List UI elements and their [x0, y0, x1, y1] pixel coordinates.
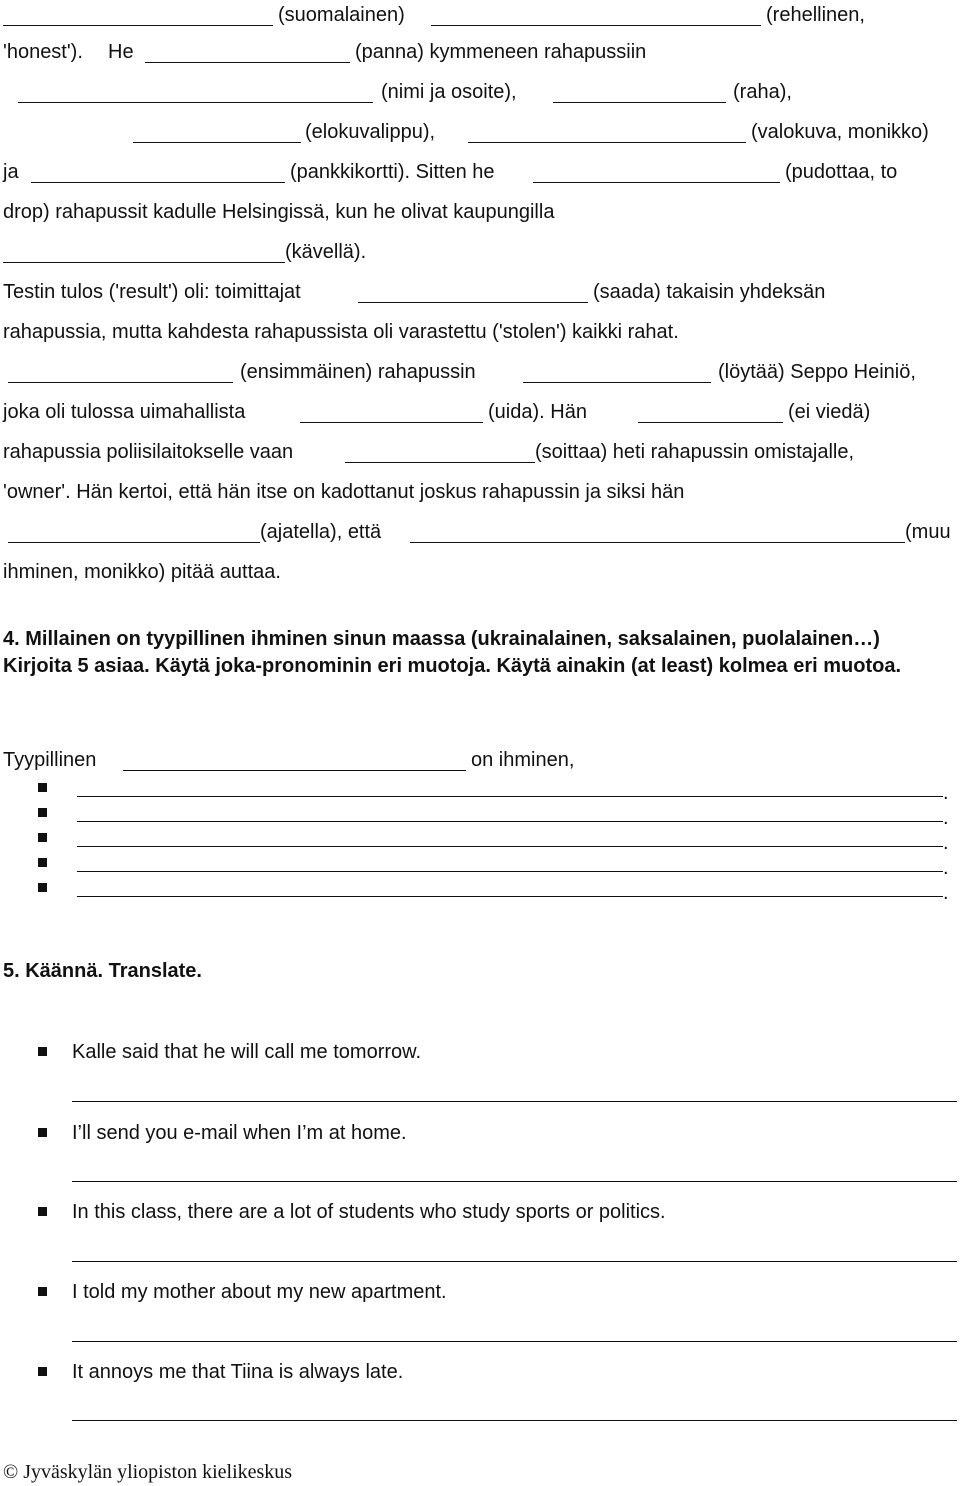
text-segment: rahapussia, mutta kahdesta rahapussista oli varastettu ('stolen') kaikki rahat.	[3, 321, 679, 343]
answer-blank[interactable]	[18, 102, 373, 103]
translation-line[interactable]	[72, 1420, 957, 1421]
bullet-icon	[38, 1207, 47, 1216]
text-segment: on ihminen,	[471, 749, 575, 771]
answer-blank[interactable]	[3, 25, 273, 26]
line-period: .	[943, 807, 949, 829]
text-line	[3, 437, 957, 467]
answer-blank[interactable]	[300, 422, 483, 423]
text-segment: (ensimmäinen) rahapussin	[240, 361, 476, 383]
text-segment: drop) rahapussit kadulle Helsingissä, kun he olivat kaupungilla	[3, 201, 555, 223]
answer-line[interactable]	[77, 846, 943, 847]
answer-blank[interactable]	[358, 302, 588, 303]
bullet-icon	[38, 1367, 47, 1376]
answer-blank[interactable]	[523, 382, 711, 383]
answer-blank[interactable]	[145, 62, 350, 63]
text-line	[3, 157, 957, 187]
text-line	[3, 517, 957, 547]
text-line	[3, 197, 957, 227]
text-line	[3, 557, 957, 587]
bullet-icon	[38, 833, 47, 842]
exercise-4-heading: 4. Millainen on tyypillinen ihminen sinun maassa (ukrainalainen, saksalainen, puolalainen…) Kirjoita 5 asiaa. Käytä joka-pronominin eri muotoja. Käytä ainakin (at least) kolmea eri muotoa.	[3, 628, 902, 677]
text-segment: joka oli tulossa uimahallista	[3, 401, 246, 423]
text-segment: (muu	[905, 521, 951, 543]
answer-blank[interactable]	[533, 182, 780, 183]
answer-blank[interactable]	[468, 142, 746, 143]
text-segment: (saada) takaisin yhdeksän	[593, 281, 826, 303]
text-segment: (valokuva, monikko)	[751, 121, 929, 143]
text-segment: (löytää) Seppo Heiniö,	[718, 361, 916, 383]
text-segment: (ajatella), että	[260, 521, 382, 543]
text-segment: He	[108, 41, 134, 63]
text-line	[3, 317, 957, 347]
sentence-to-translate: Kalle said that he will call me tomorrow.	[72, 1041, 422, 1063]
text-segment: (ei viedä)	[788, 401, 871, 423]
exercise-4-prompt	[3, 745, 957, 775]
text-segment: (kävellä).	[285, 241, 367, 263]
text-segment: ja	[3, 161, 19, 183]
line-period: .	[943, 857, 949, 879]
answer-line[interactable]	[77, 821, 943, 822]
answer-line[interactable]	[77, 896, 943, 897]
sentence-to-translate: I’ll send you e-mail when I’m at home.	[72, 1122, 407, 1144]
exercise-5-heading: 5. Käännä. Translate.	[3, 960, 202, 982]
text-line	[3, 357, 957, 387]
answer-blank[interactable]	[31, 182, 285, 183]
translation-line[interactable]	[72, 1261, 957, 1262]
line-period: .	[943, 782, 949, 804]
text-segment: (pankkikortti). Sitten he	[290, 161, 495, 183]
text-segment: (suomalainen)	[278, 4, 405, 26]
bullet-icon	[38, 883, 47, 892]
answer-blank[interactable]	[410, 542, 905, 543]
copyright-footer: © Jyväskylän yliopiston kielikeskus	[3, 1461, 293, 1483]
text-line	[3, 477, 957, 507]
bullet-icon	[38, 1287, 47, 1296]
bullet-icon	[38, 1128, 47, 1137]
answer-blank[interactable]	[431, 25, 761, 26]
text-line	[3, 77, 957, 107]
text-segment: (pudottaa, to	[785, 161, 898, 183]
text-line	[3, 397, 957, 427]
answer-blank[interactable]	[345, 462, 535, 463]
text-segment: (nimi ja osoite),	[381, 81, 517, 103]
text-segment: 'owner'. Hän kertoi, että hän itse on kadottanut joskus rahapussin ja siksi hän	[3, 481, 685, 503]
line-period: .	[943, 882, 949, 904]
bullet-icon	[38, 858, 47, 867]
sentence-to-translate: I told my mother about my new apartment.	[72, 1281, 447, 1303]
text-segment: rahapussia poliisilaitokselle vaan	[3, 441, 294, 463]
answer-line[interactable]	[77, 796, 943, 797]
text-line	[3, 117, 957, 147]
text-segment: Testin tulos ('result') oli: toimittajat	[3, 281, 301, 303]
text-segment: (panna) kymmeneen rahapussiin	[355, 41, 647, 63]
line-period: .	[943, 832, 949, 854]
text-segment: (elokuvalippu),	[305, 121, 436, 143]
answer-blank[interactable]	[133, 142, 301, 143]
translation-line[interactable]	[72, 1101, 957, 1102]
sentence-to-translate: It annoys me that Tiina is always late.	[72, 1361, 404, 1383]
bullet-icon	[38, 783, 47, 792]
text-segment: (raha),	[733, 81, 792, 103]
answer-blank[interactable]	[553, 102, 726, 103]
text-segment: 'honest').	[3, 41, 83, 63]
text-segment: Tyypillinen	[3, 749, 97, 771]
translation-line[interactable]	[72, 1341, 957, 1342]
text-line	[3, 0, 957, 30]
bullet-icon	[38, 808, 47, 817]
text-segment: (rehellinen,	[766, 4, 865, 26]
text-segment: (soittaa) heti rahapussin omistajalle,	[535, 441, 855, 463]
answer-blank[interactable]	[3, 262, 285, 263]
answer-blank[interactable]	[638, 422, 783, 423]
text-line	[3, 37, 957, 67]
text-line	[3, 237, 957, 267]
bullet-icon	[38, 1047, 47, 1056]
translation-line[interactable]	[72, 1181, 957, 1182]
sentence-to-translate: In this class, there are a lot of students who study sports or politics.	[72, 1201, 666, 1223]
answer-blank[interactable]	[8, 542, 260, 543]
answer-blank[interactable]	[123, 770, 466, 771]
text-line	[3, 277, 957, 307]
text-segment: ihminen, monikko) pitää auttaa.	[3, 561, 281, 583]
answer-line[interactable]	[77, 871, 943, 872]
text-segment: (uida). Hän	[488, 401, 587, 423]
answer-blank[interactable]	[8, 382, 233, 383]
